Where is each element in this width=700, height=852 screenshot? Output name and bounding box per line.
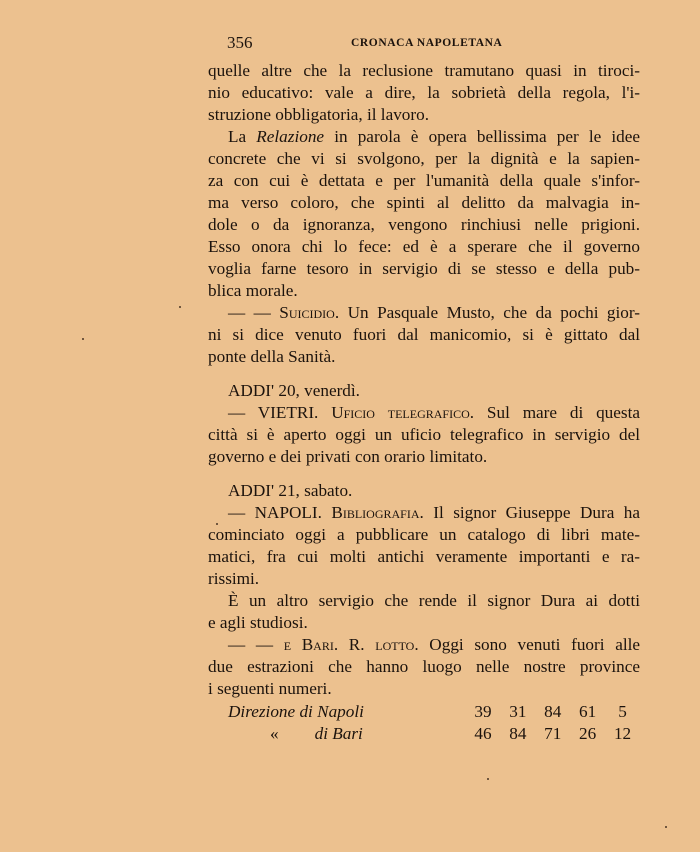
text-line: — NAPOLI. Bibliografia. Il signor Giuseppe Dura ha: [228, 503, 640, 522]
paper-speck: [665, 826, 667, 828]
text-line: i seguenti numeri.: [208, 679, 332, 698]
text-line: dole o da ignoranza, vengono rinchiusi nelle prigioni.: [208, 215, 640, 234]
lottery-number: 61: [579, 702, 597, 721]
text-line: blica morale.: [208, 281, 298, 300]
lottery-number: 71: [544, 724, 562, 743]
text-line: concrete che vi si svolgono, per la dignità e la sapien-: [208, 149, 640, 168]
text-line: È un altro servigio che rende il signor Dura ai dotti: [228, 591, 640, 610]
lottery-number: 39: [474, 702, 492, 721]
paper-speck: [82, 338, 84, 340]
text-line: governo e dei privati con orario limitato.: [208, 447, 488, 466]
lottery-label: « di Bari: [270, 724, 363, 743]
text-line: za con cui è dettata e per l'umanità della quale s'infor-: [208, 171, 640, 190]
text-line: voglia farne tesoro in servigio di se stesso e della pub-: [208, 259, 640, 278]
date-heading: ADDI' 20, venerdì.: [228, 381, 360, 400]
text-line: — — Suicidio. Un Pasquale Musto, che da pochi gior-: [228, 303, 640, 322]
text-line: ponte della Sanità.: [208, 347, 336, 366]
date-heading: ADDI' 21, sabato.: [228, 481, 353, 500]
text-line: nio educativo: vale a dire, la sobrietà della regola, l'i-: [208, 83, 640, 102]
text-line: e agli studiosi.: [208, 613, 308, 632]
section-heading: Uficio telegrafico: [331, 403, 470, 422]
running-title: CRONACA NAPOLETANA: [351, 37, 503, 49]
text-line: matici, fra cui molti antichi veramente importanti e ra-: [208, 547, 640, 566]
page-body: [208, 60, 640, 745]
ditto-mark: «: [270, 724, 279, 743]
page-header: [208, 33, 648, 55]
lottery-number: 46: [474, 724, 492, 743]
text-line: struzione obbligatoria, il lavoro.: [208, 105, 429, 124]
lottery-number: 12: [613, 724, 632, 743]
lottery-row-napoli: [208, 701, 640, 723]
text-line: Esso onora chi lo fece: ed è a sperare che il governo: [208, 237, 640, 256]
lottery-table: [208, 701, 640, 745]
text-line: città si è aperto oggi un uficio telegrafico in servigio del: [208, 425, 640, 444]
lottery-number: 84: [509, 724, 527, 743]
paper-speck: [179, 306, 181, 308]
paper-speck: [487, 778, 489, 780]
lottery-label: Direzione di Napoli: [228, 702, 364, 721]
section-heading: e Bari. R. lotto: [283, 635, 415, 654]
lottery-number: 31: [509, 702, 527, 721]
section-heading: Suicidio: [279, 303, 335, 322]
text-line: La Relazione in parola è opera bellissima per le idee: [228, 127, 640, 146]
text-line: due estrazioni che hanno luogo nelle nostre province: [208, 657, 640, 676]
text-line: rissimi.: [208, 569, 260, 588]
lottery-number: 5: [618, 702, 627, 721]
text-line: — VIETRI. Uficio telegrafico. Sul mare di questa: [228, 403, 640, 422]
text-line: cominciato oggi a pubblicare un catalogo di libri mate-: [208, 525, 640, 544]
italic-title: Relazione: [256, 127, 325, 146]
page-number: 356: [227, 33, 253, 52]
lottery-number: 26: [579, 724, 597, 743]
text-line: — — e Bari. R. lotto. Oggi sono venuti fuori alle: [228, 635, 640, 654]
paper-speck: [216, 523, 218, 525]
lottery-number: 84: [544, 702, 562, 721]
text-line: quelle altre che la reclusione tramutano quasi in tiroci-: [208, 61, 640, 80]
section-heading: Bibliografia: [331, 503, 420, 522]
text-line: ni si dice venuto fuori dal manicomio, si è gittato dal: [208, 325, 640, 344]
text-line: ma verso coloro, che spinti al delitto da malvagia in-: [208, 193, 640, 212]
lottery-row-bari: [208, 723, 640, 745]
